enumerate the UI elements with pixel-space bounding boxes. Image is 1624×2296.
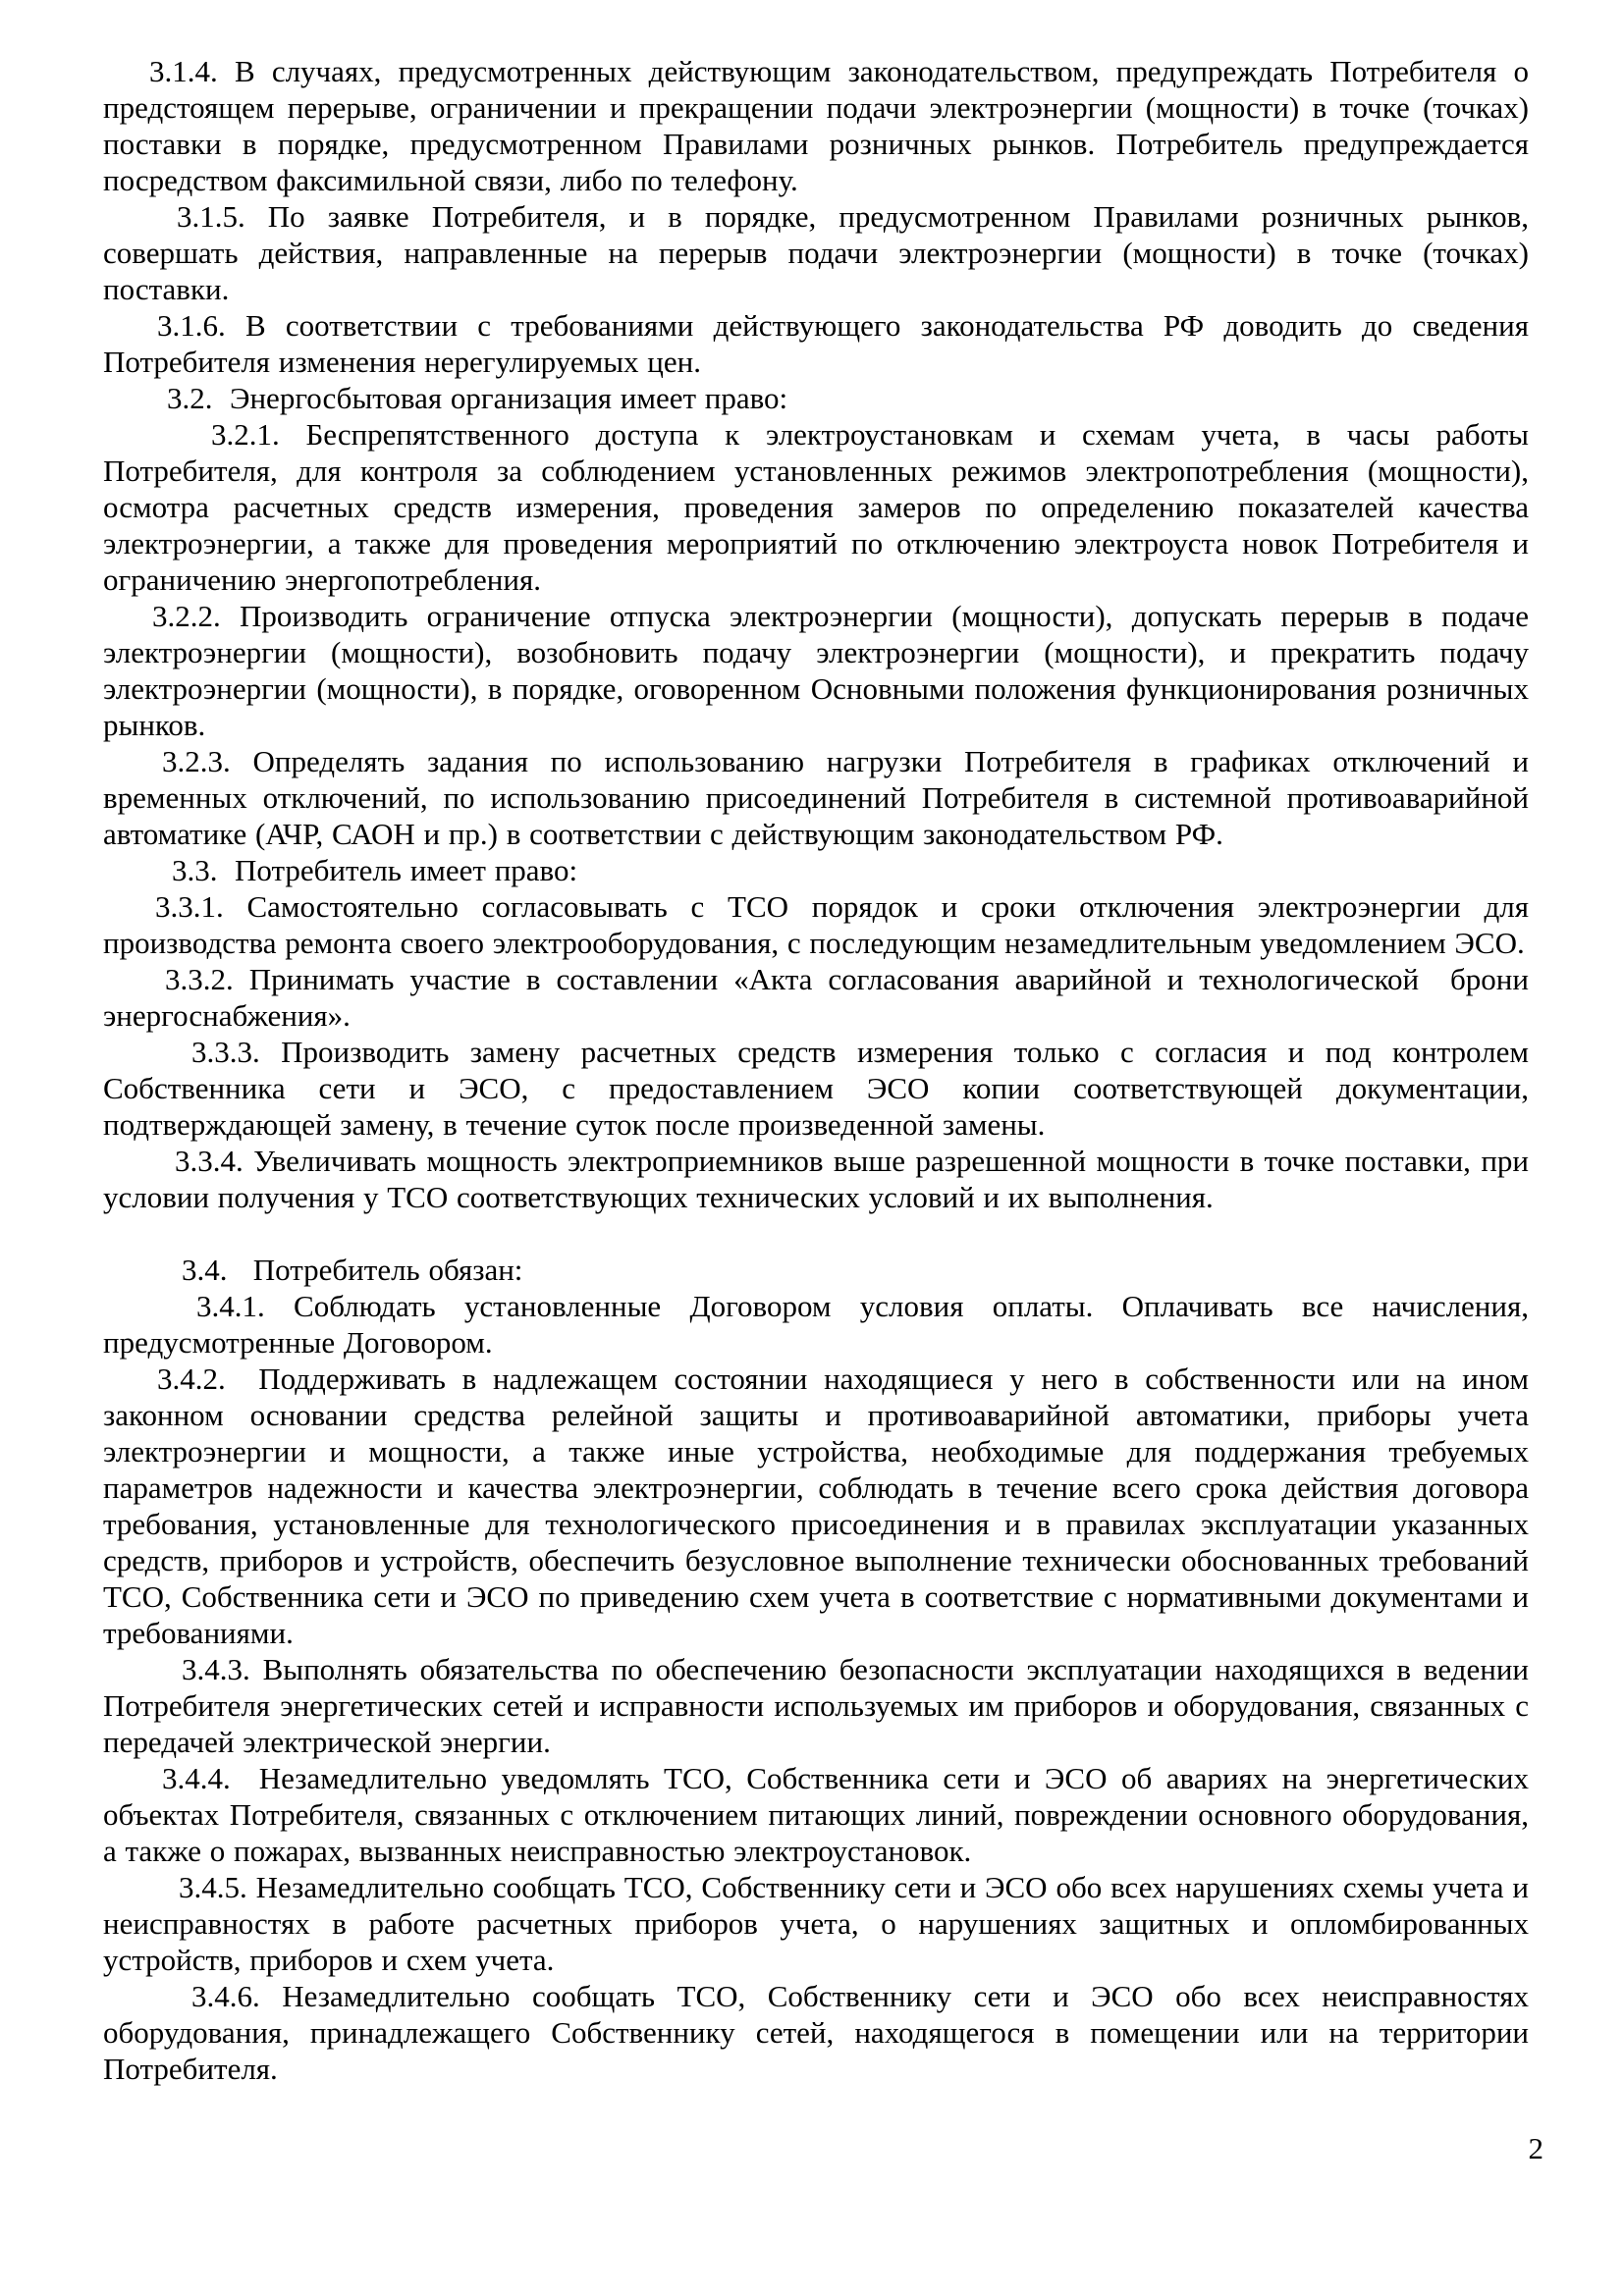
clause-3-3-1: 3.3.1. Самостоятельно согласовывать с ТСО порядок и сроки отключения электроэнергии для производства ремонта своего электрооборудования, с последующим незамедлительным уведомлением ЭСО. (103, 889, 1529, 960)
clause-3-4-1: 3.4.1. Соблюдать установленные Договором условия оплаты. Оплачивать все начисления, предусмотренные Договором. (103, 1289, 1529, 1360)
clause-3-3-2: 3.3.2. Принимать участие в составлении «Акта согласования аварийной и технологической брони энергоснабжения». (103, 962, 1529, 1033)
clause-3-3-3: 3.3.3. Производить замену расчетных средств измерения только с согласия и под контролем Собственника сети и ЭСО, с предоставлением ЭСО копии соответствующей документации, подтверждающей замену, в течение суток после произведенной замены. (103, 1035, 1529, 1142)
clause-3-4-2: 3.4.2. Поддерживать в надлежащем состоянии находящиеся у него в собственности или на ином законном основании средства релейной защиты и противоаварийной автоматики, приборы учета электроэнергии и мощности, а также иные устройства, необходимые для поддержания требуемых параметров надежности и качества электроэнергии, соблюдать в течение всего срока действия договора требования, установленные для технологического присоединения и в правилах эксплуатации указанных средств, приборов и устройств, обеспечить безусловное выполнение технически обоснованных требований ТСО, Собственника сети и ЭСО по приведению схем учета в соответствие с нормативными документами и требованиями. (103, 1362, 1529, 1650)
clause-3-3-4: 3.3.4. Увеличивать мощность электроприемников выше разрешенной мощности в точке поставки, при условии получения у ТСО соответствующих технических условий и их выполнения. (103, 1144, 1529, 1214)
clause-3-3: 3.3. Потребитель имеет право: (172, 853, 578, 887)
page-number: 2 (1528, 2131, 1543, 2165)
clause-3-4-6: 3.4.6. Незамедлительно сообщать ТСО, Собственнику сети и ЭСО обо всех неисправностях оборудования, принадлежащего Собственнику сетей, находящегося в помещении или на территории Потребителя. (103, 1979, 1529, 2086)
clause-3-2-2: 3.2.2. Производить ограничение отпуска электроэнергии (мощности), допускать перерыв в подаче электроэнергии (мощности), возобновить подачу электроэнергии (мощности), и прекратить подачу электроэнергии (мощности), в порядке, оговоренном Основными положения функционирования розничных рынков. (103, 599, 1529, 742)
clause-3-2-3: 3.2.3. Определять задания по использованию нагрузки Потребителя в графиках отключений и временных отключений, по использованию присоединений Потребителя в системной противоаварийной автоматике (АЧР, САОН и пр.) в соответствии с действующим законодательством РФ. (103, 744, 1529, 851)
clause-3-4-4: 3.4.4. Незамедлительно уведомлять ТСО, Собственника сети и ЭСО об авариях на энергетических объектах Потребителя, связанных с отключением питающих линий, повреждении основного оборудования, а также о пожарах, вызванных неисправностью электроустановок. (103, 1761, 1529, 1868)
clause-3-4: 3.4. Потребитель обязан: (182, 1253, 523, 1287)
clause-3-4-5: 3.4.5. Незамедлительно сообщать ТСО, Собственнику сети и ЭСО обо всех нарушениях схемы учета и неисправностях в работе расчетных приборов учета, о нарушениях защитных и опломбированных устройств, приборов и схем учета. (103, 1870, 1529, 1977)
clause-3-4-3: 3.4.3. Выполнять обязательства по обеспечению безопасности эксплуатации находящихся в ведении Потребителя энергетических сетей и исправности используемых им приборов и оборудования, связанных с передачей электрической энергии. (103, 1652, 1529, 1759)
clause-3-1-4: 3.1.4. В случаях, предусмотренных действующим законодательством, предупреждать Потребителя о предстоящем перерыве, ограничении и прекращении подачи электроэнергии (мощности) в точке (точках) поставки в порядке, предусмотренном Правилами розничных рынков. Потребитель предупреждается посредством факсимильной связи, либо по телефону. (103, 54, 1529, 197)
clause-3-1-5: 3.1.5. По заявке Потребителя, и в порядке, предусмотренном Правилами розничных рынков, совершать действия, направленные на перерыв подачи электроэнергии (мощности) в точке (точках) поставки. (103, 199, 1529, 306)
clause-3-1-6: 3.1.6. В соответствии с требованиями действующего законодательства РФ доводить до сведения Потребителя изменения нерегулируемых цен. (103, 308, 1529, 379)
clause-3-2: 3.2. Энергосбытовая организация имеет право: (167, 381, 788, 415)
clause-3-2-1: 3.2.1. Беспрепятственного доступа к электроустановкам и схемам учета, в часы работы Потребителя, для контроля за соблюдением установленных режимов электропотребления (мощности), осмотра расчетных средств измерения, проведения замеров по определению показателей качества электроэнергии, а также для проведения мероприятий по отключению электроуста новок Потребителя и ограничению энергопотребления. (103, 417, 1529, 597)
